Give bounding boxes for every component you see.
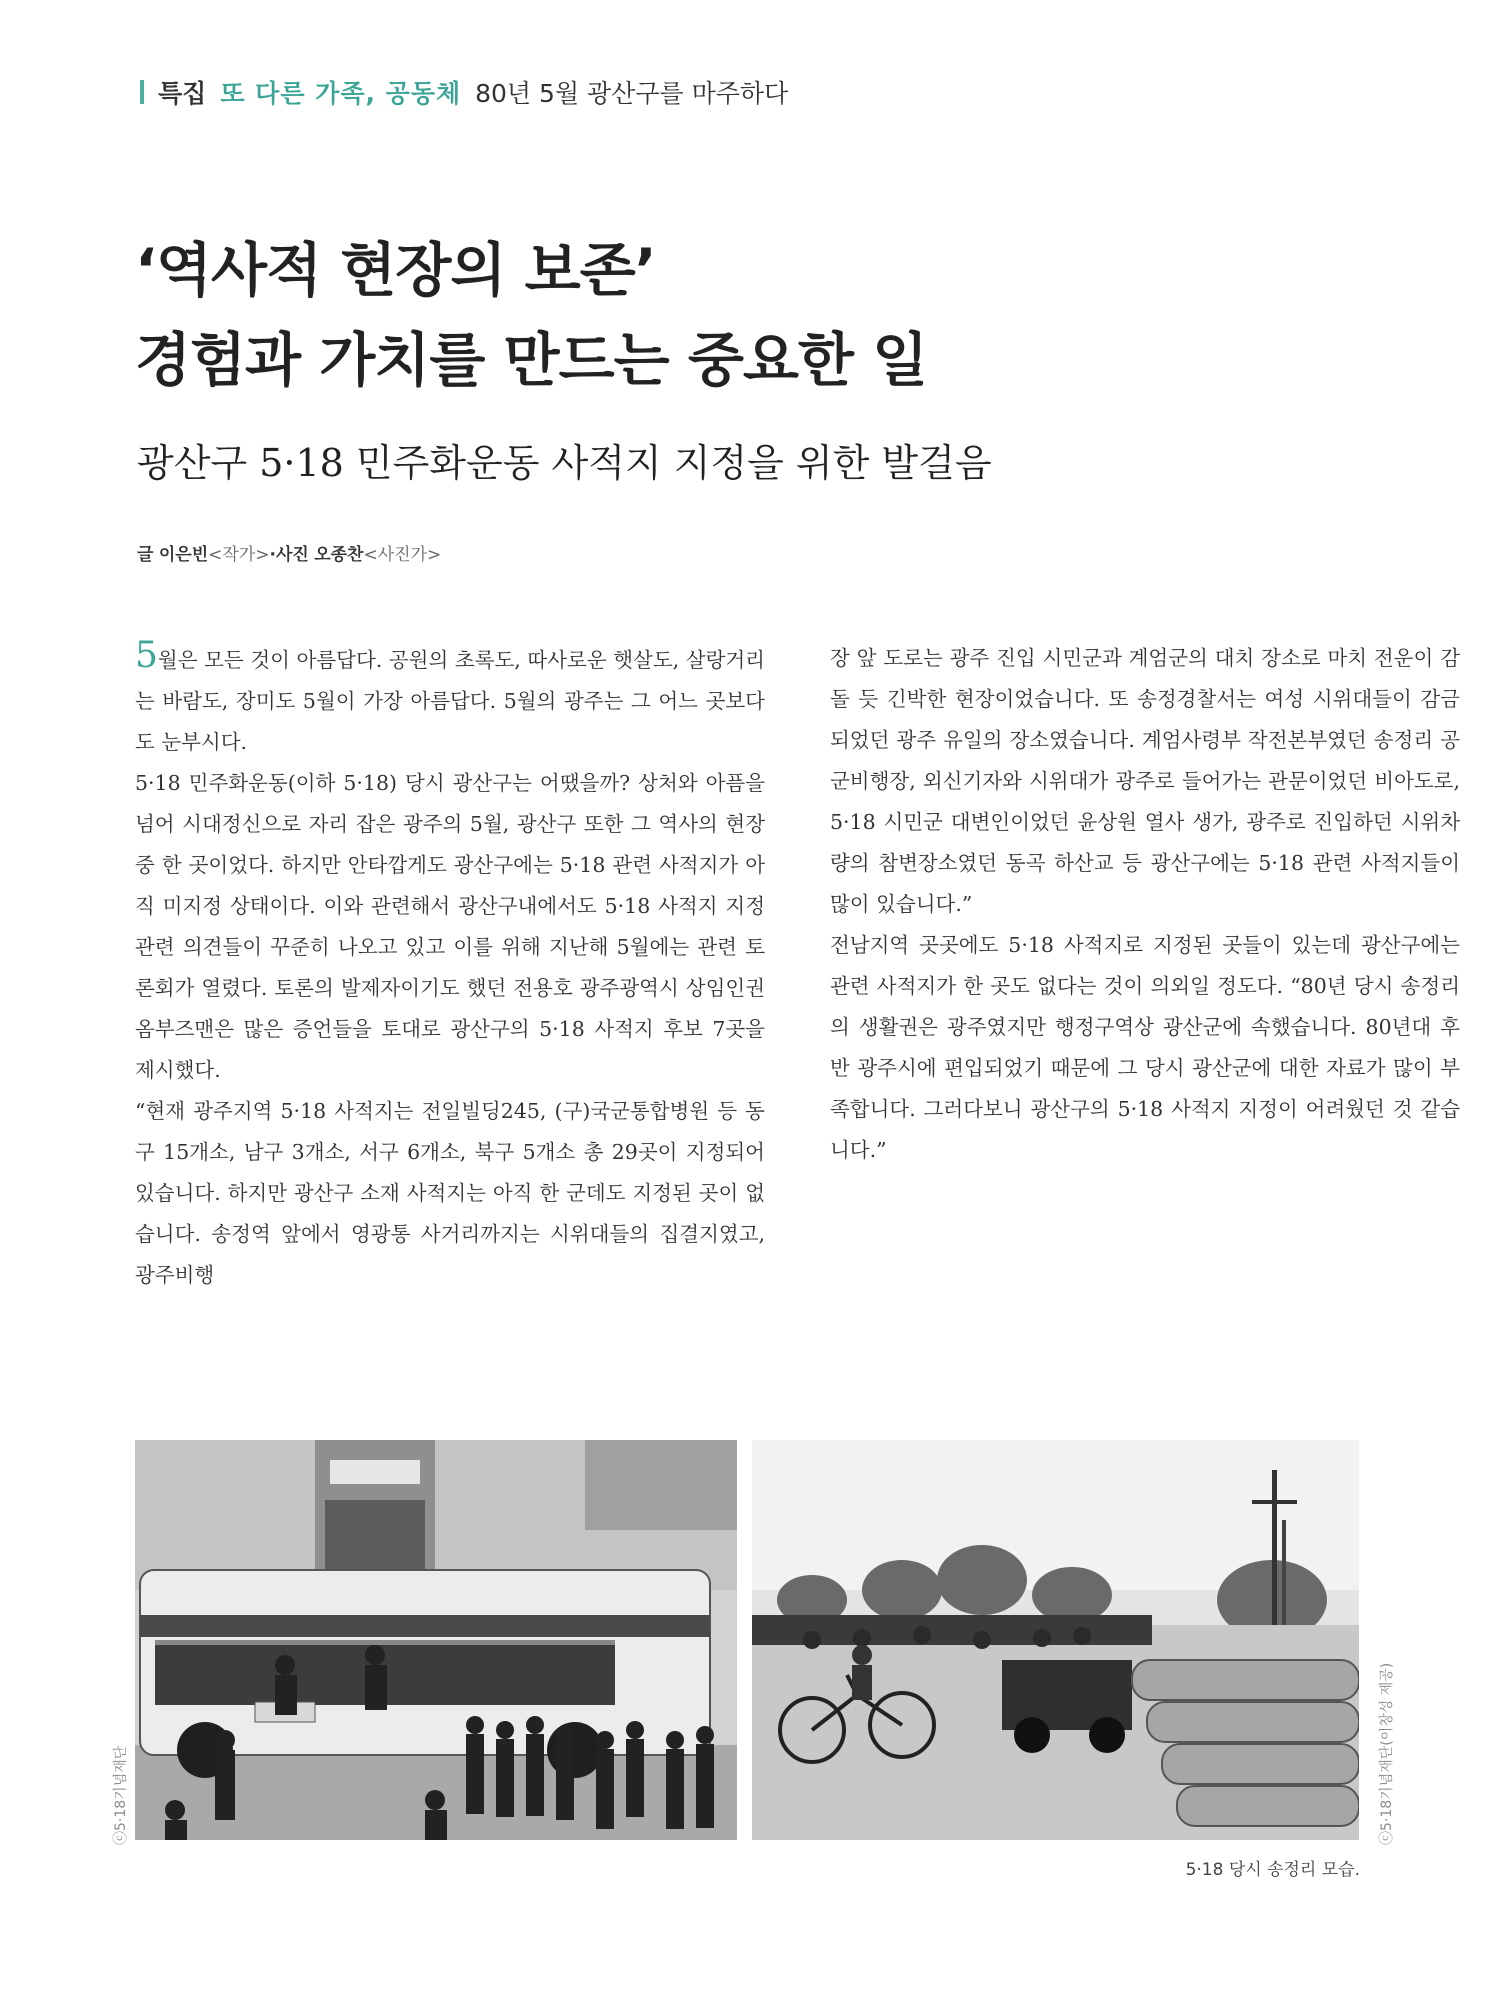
photo-credit-left: ⓒ5·18기념재단 xyxy=(113,1745,129,1845)
body-column-left xyxy=(135,635,765,1296)
paragraph-4: 장 앞 도로는 광주 진입 시민군과 계엄군의 대치 장소로 마치 전운이 감돌 듯 긴박한 현장이었습니다. 또 송정경찰서는 여성 시위대들이 감금되었던 광주 유일의 장소였습니다. 계엄사령부 작전본부였던 송정리 공군비행장, 외신기자와 시위대가 광주로 들어가는 관문이었던 비아도로, 5·18 시민군 대변인이었던 윤상원 열사 생가, 광주로 진입하던 시위차량의 참변장소였던 동곡 하산교 등 광산구에는 5·18 관련 사적지들이 많이 있습니다.” xyxy=(830,646,1460,916)
writer-label: 글 xyxy=(137,545,154,565)
header-topic: 80년 5월 광산구를 마주하다 xyxy=(475,79,789,108)
writer-name: 이은빈 xyxy=(158,545,209,565)
header-tag: 특집 xyxy=(158,79,207,108)
header-accent-bar xyxy=(140,80,144,104)
paragraph-5: 전남지역 곳곳에도 5·18 사적지로 지정된 곳들이 있는데 광산구에는 관련 사적지가 한 곳도 없다는 것이 의외일 정도다. “80년 당시 송정리의 생활권은 광주였지만 행정구역상 광산군에 속했습니다. 80년대 후반 광주시에 편입되었기 때문에 그 당시 광산군에 대한 자료가 많이 부족합니다. 그러다보니 광산구의 5·18 사적지 지정이 어려웠던 것 같습니다.” xyxy=(830,933,1460,1162)
section-header xyxy=(140,72,788,112)
photographer-label: 사진 xyxy=(275,545,309,565)
photo-bus-crowd xyxy=(135,1440,737,1840)
writer-role: <작가> xyxy=(208,545,270,565)
bus-crowd-image xyxy=(135,1440,737,1840)
dropcap: 5 xyxy=(135,635,158,676)
photo-caption: 5·18 당시 송정리 모습. xyxy=(1185,1860,1360,1880)
paragraph-3: “현재 광주지역 5·18 사적지는 전일빌딩245, (구)국군통합병원 등 동구 15개소, 남구 3개소, 서구 6개소, 북구 5개소 총 29곳이 지정되어 있습니다. 하지만 광산구 소재 사적지는 아직 한 군데도 지정된 곳이 없습니다. 송정역 앞에서 영광통 사거리까지는 시위대들의 집결지였고, 광주비행 xyxy=(135,1099,765,1287)
photographer-role: <사진가> xyxy=(363,545,442,565)
header-theme: 또 다른 가족, 공동체 xyxy=(220,79,462,108)
body-column-right xyxy=(830,638,1460,1171)
street-scene-image xyxy=(752,1440,1359,1840)
title-line-1: ‘역사적 현장의 보존’ xyxy=(135,236,656,304)
byline-separator: · xyxy=(269,545,276,565)
paragraph-1 xyxy=(135,635,765,763)
photo-songjeongri-street xyxy=(752,1440,1359,1840)
photographer-name: 오종찬 xyxy=(314,545,364,565)
article-subtitle: 광산구 5·18 민주화운동 사적지 지정을 위한 발걸음 xyxy=(137,441,992,485)
article-title xyxy=(135,225,1375,405)
photo-credit-right: ⓒ5·18기념재단(이창성 제공) xyxy=(1379,1662,1395,1845)
title-line-2: 경험과 가치를 만드는 중요한 일 xyxy=(135,326,928,394)
paragraph-2: 5·18 민주화운동(이하 5·18) 당시 광산구는 어땠을까? 상처와 아픔을 넘어 시대정신으로 자리 잡은 광주의 5월, 광산구 또한 그 역사의 현장 중 한 곳이었다. 하지만 안타깝게도 광산구에는 5·18 관련 사적지가 아직 미지정 상태이다. 이와 관련해서 광산구내에서도 5·18 사적지 지정 관련 의견들이 꾸준히 나오고 있고 이를 위해 지난해 5월에는 관련 토론회가 열렸다. 토론의 발제자이기도 했던 전용호 광주광역시 상임인권옴부즈맨은 많은 증언들을 토대로 광산구의 5·18 사적지 후보 7곳을 제시했다. xyxy=(135,771,765,1082)
paragraph-1-text: 월은 모든 것이 아름답다. 공원의 초록도, 따사로운 햇살도, 살랑거리는 바람도, 장미도 5월이 가장 아름답다. 5월의 광주는 그 어느 곳보다도 눈부시다. xyxy=(135,648,765,754)
byline xyxy=(137,540,441,565)
